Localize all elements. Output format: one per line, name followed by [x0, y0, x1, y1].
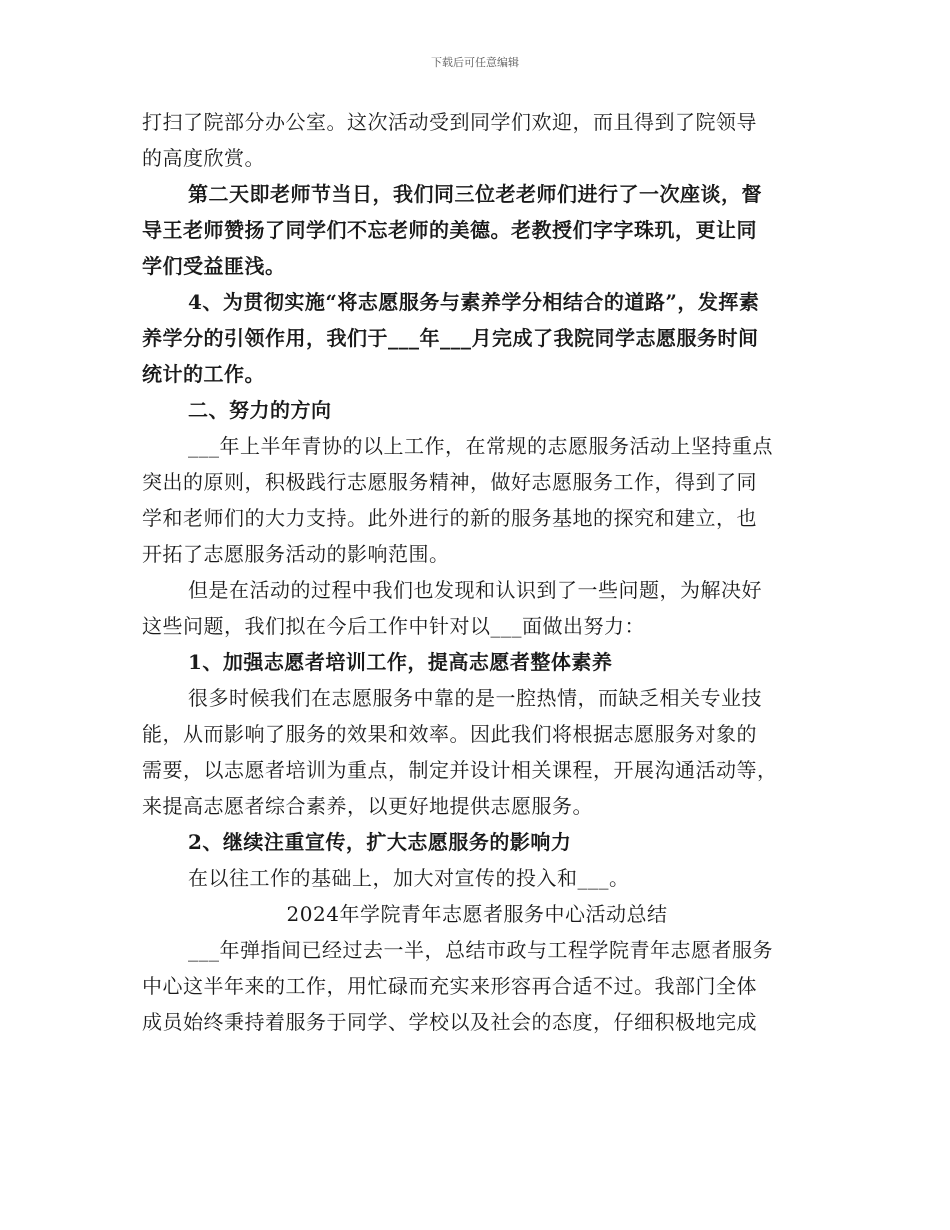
text-line: 4、为贯彻实施“将志愿服务与素养学分相结合的道路”，发挥素: [188, 290, 760, 314]
text-line: 能，从而影响了服务的效果和效率。因此我们将根据志愿服务对象的: [142, 722, 757, 746]
text-line: 导王老师赞扬了同学们不忘老师的美德。老教授们字字珠玑，更让同: [142, 218, 757, 242]
text-line: 突出的原则，积极践行志愿服务精神，做好志愿服务工作，得到了同: [142, 470, 757, 494]
page-header-note: 下载后可任意编辑: [431, 56, 519, 69]
text-line: 成员始终秉持着服务于同学、学校以及社会的态度，仔细积极地完成: [142, 1010, 757, 1034]
text-line: 打扫了院部分办公室。这次活动受到同学们欢迎，而且得到了院领导: [142, 110, 757, 134]
document-body: [142, 104, 812, 1040]
text-line: 养学分的引领作用，我们于___年___月完成了我院同学志愿服务时间: [142, 326, 759, 350]
text-line: 需要，以志愿者培训为重点，制定并设计相关课程，开展沟通活动等，: [142, 758, 778, 782]
text-line: 二、努力的方向: [188, 398, 332, 422]
text-line: ___年弹指间已经过去一半，总结市政与工程学院青年志愿者服务: [188, 938, 773, 962]
text-line: ___年上半年青协的以上工作，在常规的志愿服务活动上坚持重点: [188, 434, 773, 458]
text-line: 2、继续注重宣传，扩大志愿服务的影响力: [188, 830, 572, 854]
text-line: 学们受益匪浅。: [142, 254, 286, 278]
text-line: 中心这半年来的工作，用忙碌而充实来形容再合适不过。我部门全体: [142, 974, 757, 998]
text-line: 在以往工作的基础上，加大对宣传的投入和___。: [188, 866, 630, 890]
section-title: 2024年学院青年志愿者服务中心活动总结: [286, 902, 668, 926]
text-line: 来提高志愿者综合素养，以更好地提供志愿服务。: [142, 794, 593, 818]
text-line: 的高度欣赏。: [142, 146, 265, 170]
text-line: 但是在活动的过程中我们也发现和认识到了一些问题，为解决好: [188, 578, 762, 602]
text-line: 开拓了志愿服务活动的影响范围。: [142, 542, 450, 566]
text-line: 这些问题，我们拟在今后工作中针对以___面做出努力：: [142, 614, 645, 638]
text-line: 1、加强志愿者培训工作，提高志愿者整体素养: [188, 650, 613, 674]
text-line: 很多时候我们在志愿服务中靠的是一腔热情，而缺乏相关专业技: [188, 686, 762, 710]
text-line: 学和老师们的大力支持。此外进行的新的服务基地的探究和建立，也: [142, 506, 757, 530]
text-line: 统计的工作。: [142, 362, 265, 386]
text-line: 第二天即老师节当日，我们同三位老老师们进行了一次座谈，督: [188, 182, 762, 206]
